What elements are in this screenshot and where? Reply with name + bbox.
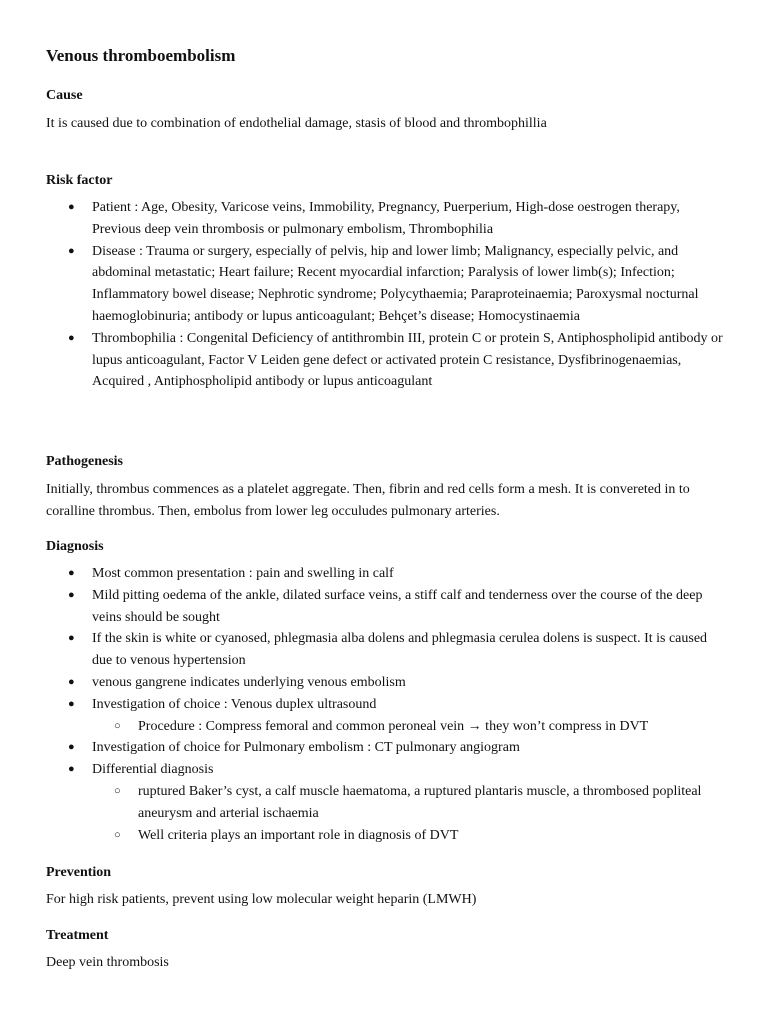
sub-list [92, 781, 726, 846]
cause-text: It is caused due to combination of endothelial damage, stasis of blood and thrombophillia [46, 116, 547, 131]
risk-factor-patient: ● Patient : Age, Obesity, Varicose veins, Immobility, Pregnancy, Puerperium, High-dose oestrogen therapy, Previous deep vein thrombosis or pulmonary embolism, Thrombophilia [46, 197, 726, 241]
sub-list-item: ○ ruptured Baker’s cyst, a calf muscle haematoma, a ruptured plantaris muscle, a thrombosed popliteal aneurysm and arterial ischaemia [92, 781, 726, 825]
risk-factor-thrombophilia: ● Thrombophilia : Congenital Deficiency of antithrombin III, protein C or protein S, Antiphospholipid antibody or lupus anticoagulant, Factor V Leiden gene defect or activated protein C resistance, Dysfibrinogenaemias, Acquired , Antiphospholipid antibody or lupus anticoagulant [46, 328, 726, 393]
list-item: ● Mild pitting oedema of the ankle, dilated surface veins, a stiff calf and tenderness over the course of the deep veins should be sought [46, 585, 726, 629]
sub-list [92, 716, 726, 738]
list-item: ● If the skin is white or cyanosed, phlegmasia alba dolens and phlegmasia cerulea dolens is suspect. It is caused due to venous hypertension [46, 628, 726, 672]
prevention-heading: Prevention [46, 865, 112, 880]
risk-factor-heading: Risk factor [46, 173, 113, 188]
list-item: ● Investigation of choice for Pulmonary embolism : CT pulmonary angiogram [46, 737, 726, 759]
pathogenesis-heading: Pathogenesis [46, 454, 123, 469]
diagnosis-list [46, 563, 726, 846]
prevention-text: For high risk patients, prevent using low molecular weight heparin (LMWH) [46, 892, 477, 907]
list-item-text: Differential diagnosis [92, 762, 214, 778]
cause-heading: Cause [46, 88, 83, 103]
document-title: Venous thromboembolism [46, 46, 236, 65]
treatment-heading: Treatment [46, 928, 109, 943]
list-item: ● venous gangrene indicates underlying venous embolism [46, 672, 726, 694]
list-item [46, 694, 726, 738]
list-item [46, 759, 726, 846]
treatment-text: Deep vein thrombosis [46, 955, 169, 970]
pathogenesis-text: Initially, thrombus commences as a platelet aggregate. Then, fibrin and red cells form a mesh. It is convereted in to coralline thrombus. Then, embolus from lower leg occuludes pulmonary arteries. [46, 482, 690, 519]
diagnosis-heading: Diagnosis [46, 539, 104, 554]
risk-factor-list [46, 197, 726, 393]
risk-factor-disease: ● Disease : Trauma or surgery, especially of pelvis, hip and lower limb; Malignancy, especially pelvic, and abdominal metastatic; Heart failure; Recent myocardial infarction; Paralysis of lower limb(s); Infection; Inflammatory bowel disease; Nephrotic syndrome; Polycythaemia; Paraproteinaemia; Paroxysmal nocturnal haemoglobinuria; antibody or lupus anticoagulant; Behçet’s disease; Homocystinaemia [46, 241, 726, 328]
sub-list-item: ○ Procedure : Compress femoral and common peroneal vein → they won’t compress in DVT [92, 716, 726, 738]
list-item: ● Most common presentation : pain and swelling in calf [46, 563, 726, 585]
list-item-text: Investigation of choice : Venous duplex ultrasound [92, 696, 377, 712]
sub-list-item: ○ Well criteria plays an important role in diagnosis of DVT [92, 825, 726, 847]
